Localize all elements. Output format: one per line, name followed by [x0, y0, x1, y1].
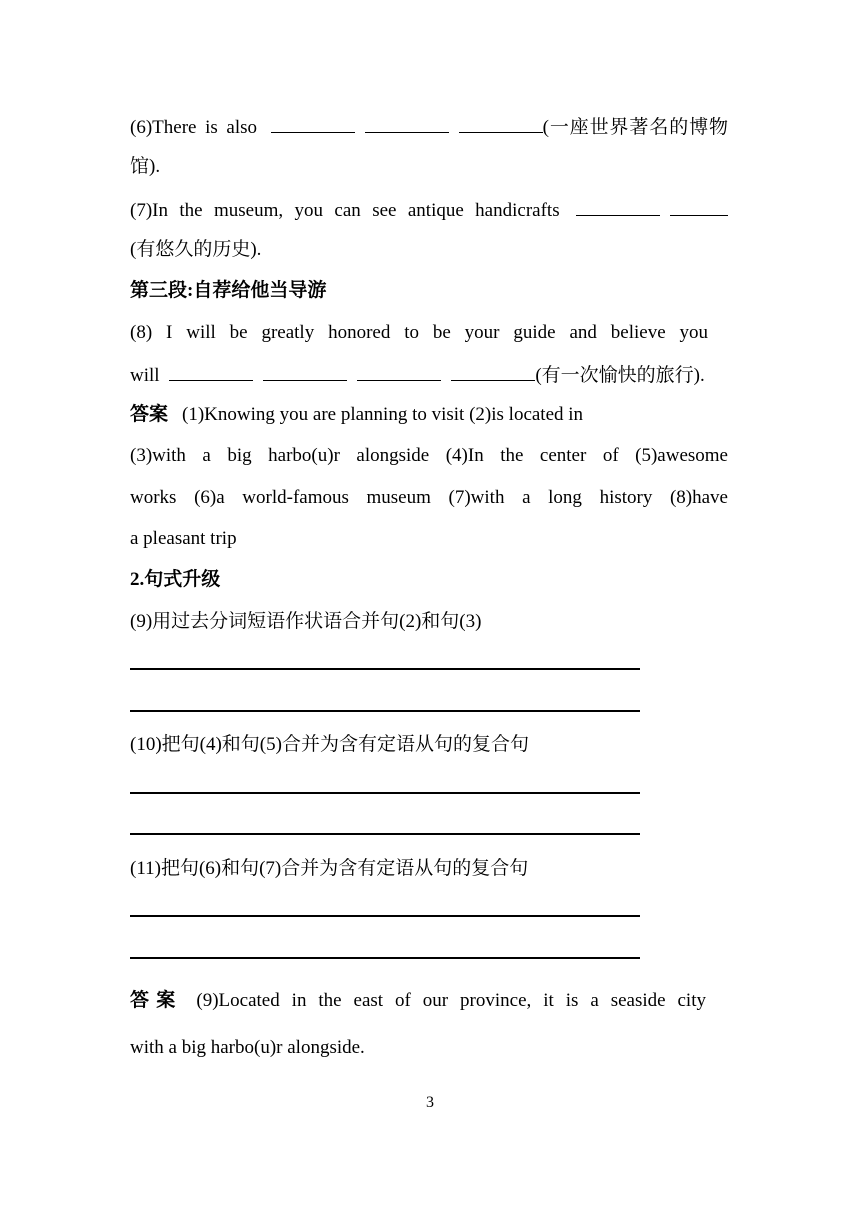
q11-answer-line-1[interactable]: [130, 915, 640, 917]
q7-line1: [130, 197, 728, 223]
q9-prompt: (9)用过去分词短语作状语合并句(2)和句(3): [130, 611, 482, 632]
q8-line1: (8) I will be greatly honored to be your guide and believe you: [130, 322, 708, 343]
answer-label-2: 答案: [130, 990, 183, 1011]
q9-answer-line-2[interactable]: [130, 710, 640, 712]
q11-answer-line-2[interactable]: [130, 957, 640, 959]
q7-blank-1[interactable]: [576, 197, 660, 216]
q8-blank-4[interactable]: [451, 362, 535, 381]
q8-suffix: (有一次愉快的旅行).: [535, 365, 705, 386]
q8-line2: [130, 362, 705, 388]
q8-blank-3[interactable]: [357, 362, 441, 381]
answer1-line3: works (6)a world-famous museum (7)with a long history (8)have: [130, 487, 728, 508]
q6-blank-2[interactable]: [365, 114, 449, 133]
q6-line2: 馆).: [130, 156, 161, 177]
answer2-line2: with a big harbo(u)r alongside.: [130, 1037, 365, 1058]
q10-prompt: (10)把句(4)和句(5)合并为含有定语从句的复合句: [130, 734, 529, 755]
q6-blank-3[interactable]: [459, 114, 543, 133]
section2-heading: 2.句式升级: [130, 569, 221, 590]
q6-blank-1[interactable]: [271, 114, 355, 133]
q8-prefix: will: [130, 365, 160, 386]
answer-label: 答案: [130, 404, 169, 425]
q7-line2: (有悠久的历史).: [130, 239, 262, 260]
q11-prompt: (11)把句(6)和句(7)合并为含有定语从句的复合句: [130, 858, 529, 879]
q6-prefix: (6)There is also: [130, 117, 258, 138]
q8-blank-2[interactable]: [263, 362, 347, 381]
answer1-line4: a pleasant trip: [130, 528, 237, 549]
q6-suffix: (一座世界著名的博物: [542, 117, 728, 138]
answer1-line2: (3)with a big harbo(u)r alongside (4)In the center of (5)awesome: [130, 445, 728, 466]
q8-blank-1[interactable]: [169, 362, 253, 381]
q7-blank-2[interactable]: [670, 197, 728, 216]
answer2-text-1: (9)Located in the east of our province, it is a seaside city: [196, 990, 706, 1011]
answer2-line1: [130, 989, 706, 1013]
q7-prefix: (7)In the museum, you can see antique handicrafts: [130, 200, 560, 221]
q9-answer-line-1[interactable]: [130, 668, 640, 670]
section3-heading: 第三段:自荐给他当导游: [130, 280, 327, 301]
page-number: 3: [426, 1094, 434, 1111]
q10-answer-line-1[interactable]: [130, 792, 640, 794]
answer1-text-1: (1)Knowing you are planning to visit (2)is located in: [182, 404, 584, 425]
q6-line1: [130, 114, 728, 140]
answer1-line1: [130, 403, 583, 427]
q10-answer-line-2[interactable]: [130, 833, 640, 835]
